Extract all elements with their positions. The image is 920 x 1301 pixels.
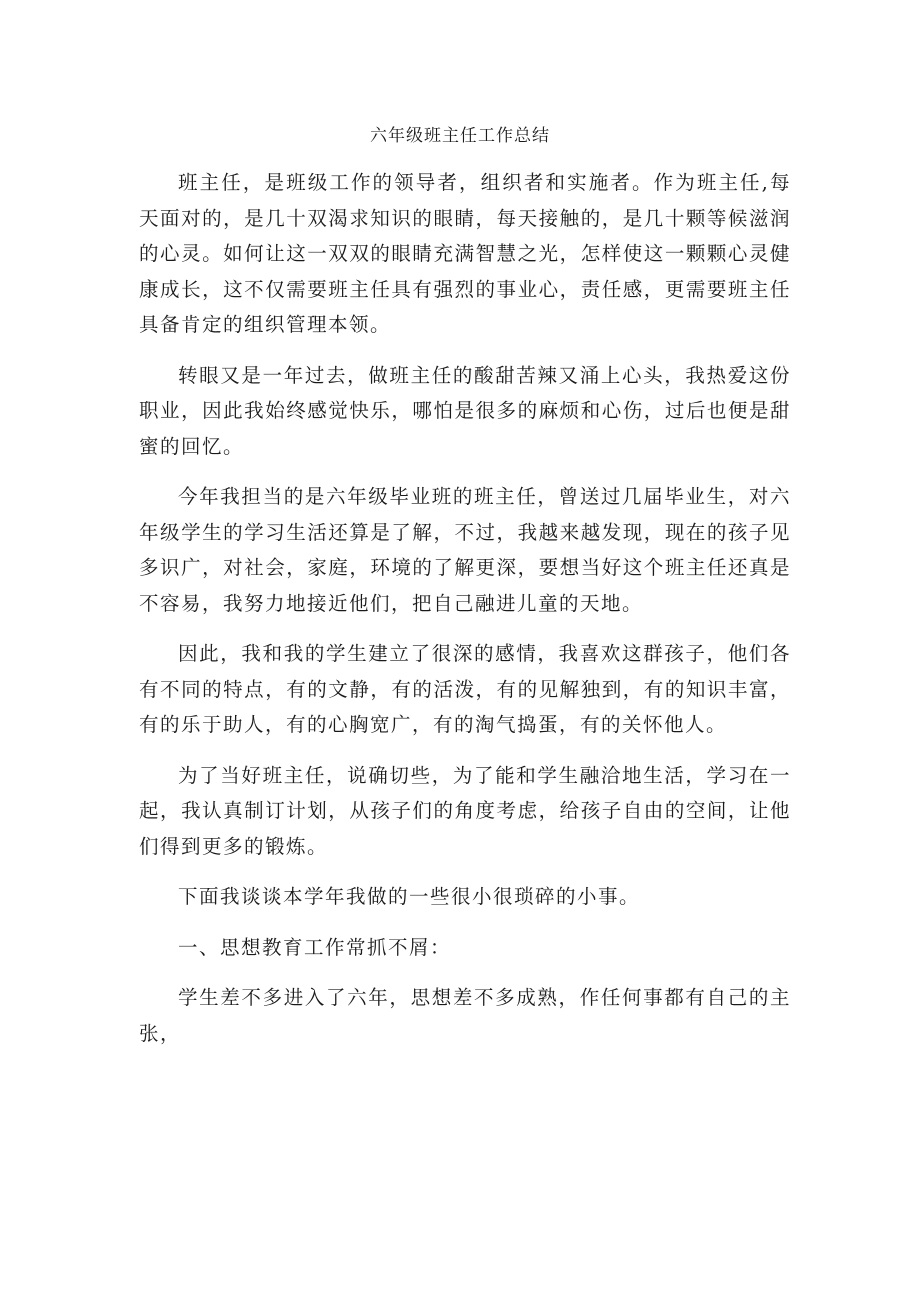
document-body	[139, 165, 791, 1066]
paragraph-4: 因此，我和我的学生建立了很深的感情，我喜欢这群孩子，他们各有不同的特点，有的文静，有的活泼，有的见解独到，有的知识丰富，有的乐于助人，有的心胸宽广，有的淘气捣蛋，有的关怀他人。	[139, 642, 791, 736]
document-title: 六年级班主任工作总结	[370, 126, 550, 146]
paragraph-1: 班主任，是班级工作的领导者，组织者和实施者。作为班主任,每天面对的，是几十双渴求知识的眼睛，每天接触的，是几十颗等候滋润的心灵。如何让这一双双的眼睛充满智慧之光，怎样使这一颗颗心灵健康成长，这不仅需要班主任具有强烈的事业心，责任感，更需要班主任具备肯定的组织管理本领。	[139, 171, 791, 336]
paragraph-7: 学生差不多进入了六年，思想差不多成熟，作任何事都有自己的主张，	[139, 986, 791, 1045]
paragraph-3: 今年我担当的是六年级毕业班的班主任，曾送过几届毕业生，对六年级学生的学习生活还算是了解，不过，我越来越发现，现在的孩子见多识广，对社会，家庭，环境的了解更深，要想当好这个班主任还真是不容易，我努力地接近他们，把自己融进儿童的天地。	[139, 485, 791, 615]
section-heading-1: 一、思想教育工作常抓不屑：	[178, 935, 452, 959]
paragraph-5: 为了当好班主任，说确切些，为了能和学生融洽地生活，学习在一起，我认真制订计划，从孩子们的角度考虑，给孩子自由的空间，让他们得到更多的锻炼。	[139, 763, 791, 858]
paragraph-2: 转眼又是一年过去，做班主任的酸甜苦辣又涌上心头，我热爱这份职业，因此我始终感觉快乐，哪怕是很多的麻烦和心伤，过后也便是甜蜜的回忆。	[139, 363, 791, 458]
paragraph-6: 下面我谈谈本学年我做的一些很小很琐碎的小事。	[178, 885, 641, 908]
